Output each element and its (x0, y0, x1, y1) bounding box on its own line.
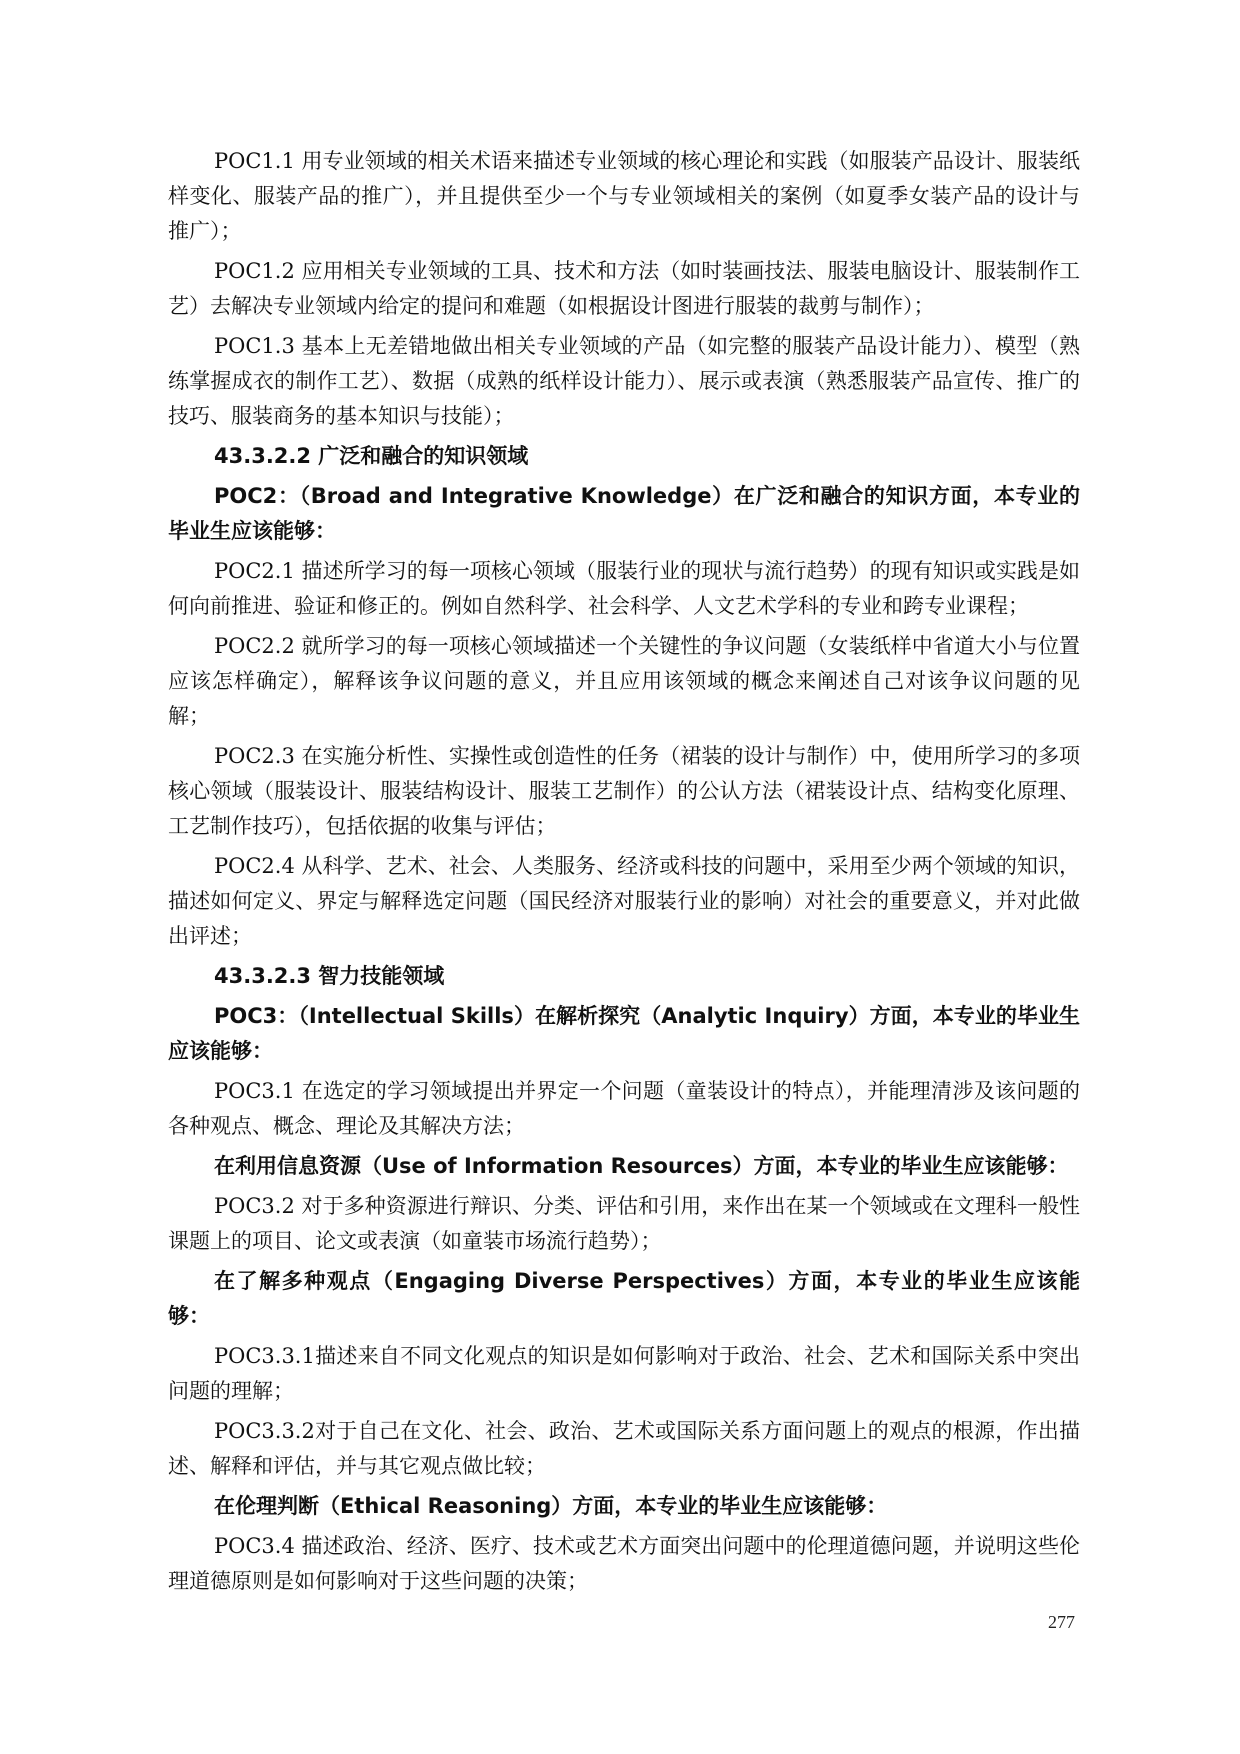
diverse-perspectives-intro: 在了解多种观点（Engaging Diverse Perspectives）方面，本专业的毕业生应该能够： (168, 1269, 1080, 1328)
information-resources-intro: 在利用信息资源（Use of Information Resources）方面，本专业的毕业生应该能够： (214, 1154, 1069, 1178)
section-heading-43-3-2-3: 43.3.2.3 智力技能领域 (214, 964, 445, 988)
page-number: 277 (1048, 1612, 1075, 1632)
poc1-1-paragraph: POC1.1 用专业领域的相关术语来描述专业领域的核心理论和实践（如服装产品设计、服装纸样变化、服装产品的推广），并且提供至少一个与专业领域相关的案例（如夏季女装产品的设计与推广）； (168, 149, 1080, 243)
poc3-intro-paragraph: POC3：（Intellectual Skills）在解析探究（Analytic Inquiry）方面，本专业的毕业生应该能够： (168, 1004, 1080, 1063)
poc3-3-2-paragraph: POC3.3.2对于自己在文化、社会、政治、艺术或国际关系方面问题上的观点的根源，作出描述、解释和评估，并与其它观点做比较； (168, 1419, 1080, 1478)
section-heading-43-3-2-2: 43.3.2.2 广泛和融合的知识领域 (214, 444, 529, 468)
poc2-4-paragraph: POC2.4 从科学、艺术、社会、人类服务、经济或科技的问题中，采用至少两个领域的知识，描述如何定义、界定与解释选定问题（国民经济对服装行业的影响）对社会的重要意义，并对此做出评述； (168, 854, 1080, 948)
poc3-2-paragraph: POC3.2 对于多种资源进行辩识、分类、评估和引用，来作出在某一个领域或在文理科一般性课题上的项目、论文或表演（如童装市场流行趋势）； (168, 1194, 1080, 1253)
poc2-3-paragraph: POC2.3 在实施分析性、实操性或创造性的任务（裙装的设计与制作）中，使用所学习的多项核心领域（服装设计、服装结构设计、服装工艺制作）的公认方法（裙装设计点、结构变化原理、工艺制作技巧），包括依据的收集与评估； (168, 744, 1080, 838)
ethical-reasoning-intro: 在伦理判断（Ethical Reasoning）方面，本专业的毕业生应该能够： (214, 1494, 888, 1518)
poc2-1-paragraph: POC2.1 描述所学习的每一项核心领域（服装行业的现状与流行趋势）的现有知识或实践是如何向前推进、验证和修正的。例如自然科学、社会科学、人文艺术学科的专业和跨专业课程； (168, 559, 1080, 618)
poc3-4-paragraph: POC3.4 描述政治、经济、医疗、技术或艺术方面突出问题中的伦理道德问题，并说明这些伦理道德原则是如何影响对于这些问题的决策； (168, 1534, 1080, 1593)
poc3-3-1-paragraph: POC3.3.1描述来自不同文化观点的知识是如何影响对于政治、社会、艺术和国际关系中突出问题的理解； (168, 1344, 1080, 1403)
document-body (168, 144, 1080, 1604)
poc2-2-paragraph: POC2.2 就所学习的每一项核心领域描述一个关键性的争议问题（女装纸样中省道大小与位置应该怎样确定），解释该争议问题的意义，并且应用该领域的概念来阐述自己对该争议问题的见解； (168, 634, 1080, 728)
poc3-1-paragraph: POC3.1 在选定的学习领域提出并界定一个问题（童装设计的特点），并能理清涉及该问题的各种观点、概念、理论及其解决方法； (168, 1079, 1080, 1138)
poc1-2-paragraph: POC1.2 应用相关专业领域的工具、技术和方法（如时装画技法、服装电脑设计、服装制作工艺）去解决专业领域内给定的提问和难题（如根据设计图进行服装的裁剪与制作）； (168, 259, 1080, 318)
poc2-intro-paragraph: POC2：（Broad and Integrative Knowledge）在广泛和融合的知识方面，本专业的毕业生应该能够： (168, 484, 1080, 543)
poc1-3-paragraph: POC1.3 基本上无差错地做出相关专业领域的产品（如完整的服装产品设计能力）、模型（熟练掌握成衣的制作工艺）、数据（成熟的纸样设计能力）、展示或表演（熟悉服装产品宣传、推广的技巧、服装商务的基本知识与技能）； (168, 334, 1080, 428)
